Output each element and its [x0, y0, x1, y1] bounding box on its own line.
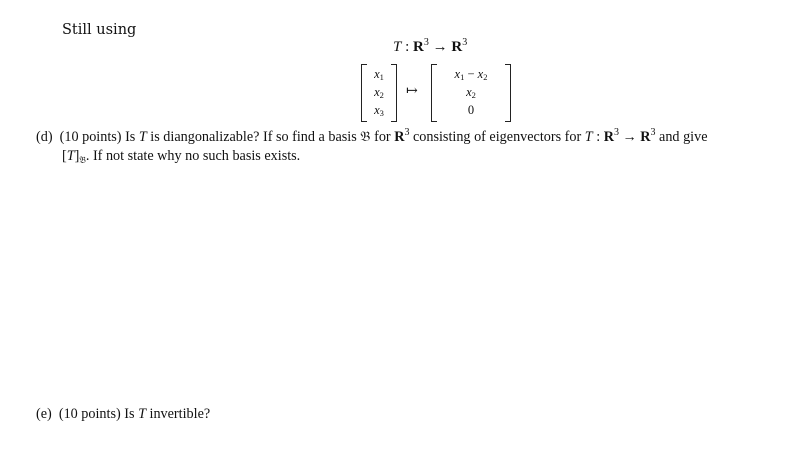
- entry-x1: $x_1$: [374, 67, 384, 82]
- map-definition: T : $R^3 \to R^3$: [393, 37, 468, 55]
- question-d-line1: (d) (10 points) Is T is diangonalizable? If so find a basis 𝔅 for $R^3$ consisting of eigenvectors for T : $R^3 \to R^3$ and give: [36, 127, 708, 145]
- entry-x2: $x_2$: [374, 85, 384, 100]
- entry-x2: $x_2$: [466, 85, 476, 100]
- intro-text: Still using: [62, 22, 137, 38]
- question-d-line2: $[T]_𝔅$. If not state why no such basis exists.: [62, 148, 301, 165]
- output-vector: [431, 64, 511, 120]
- question-e-label: (e): [36, 406, 52, 422]
- question-d-points: (10 points): [59, 129, 122, 145]
- entry-x1-minus-x2: $x_1 - x_2$: [454, 67, 488, 82]
- entry-zero: 0: [467, 103, 475, 117]
- input-vector: [361, 64, 397, 120]
- entry-x3: $x_3$: [374, 103, 384, 118]
- mapsto-arrow: ↦: [406, 84, 418, 99]
- question-d-label: (d): [36, 129, 53, 145]
- question-e-points: (10 points): [58, 406, 121, 422]
- question-e: (e) (10 points) Is T invertible?: [36, 406, 211, 422]
